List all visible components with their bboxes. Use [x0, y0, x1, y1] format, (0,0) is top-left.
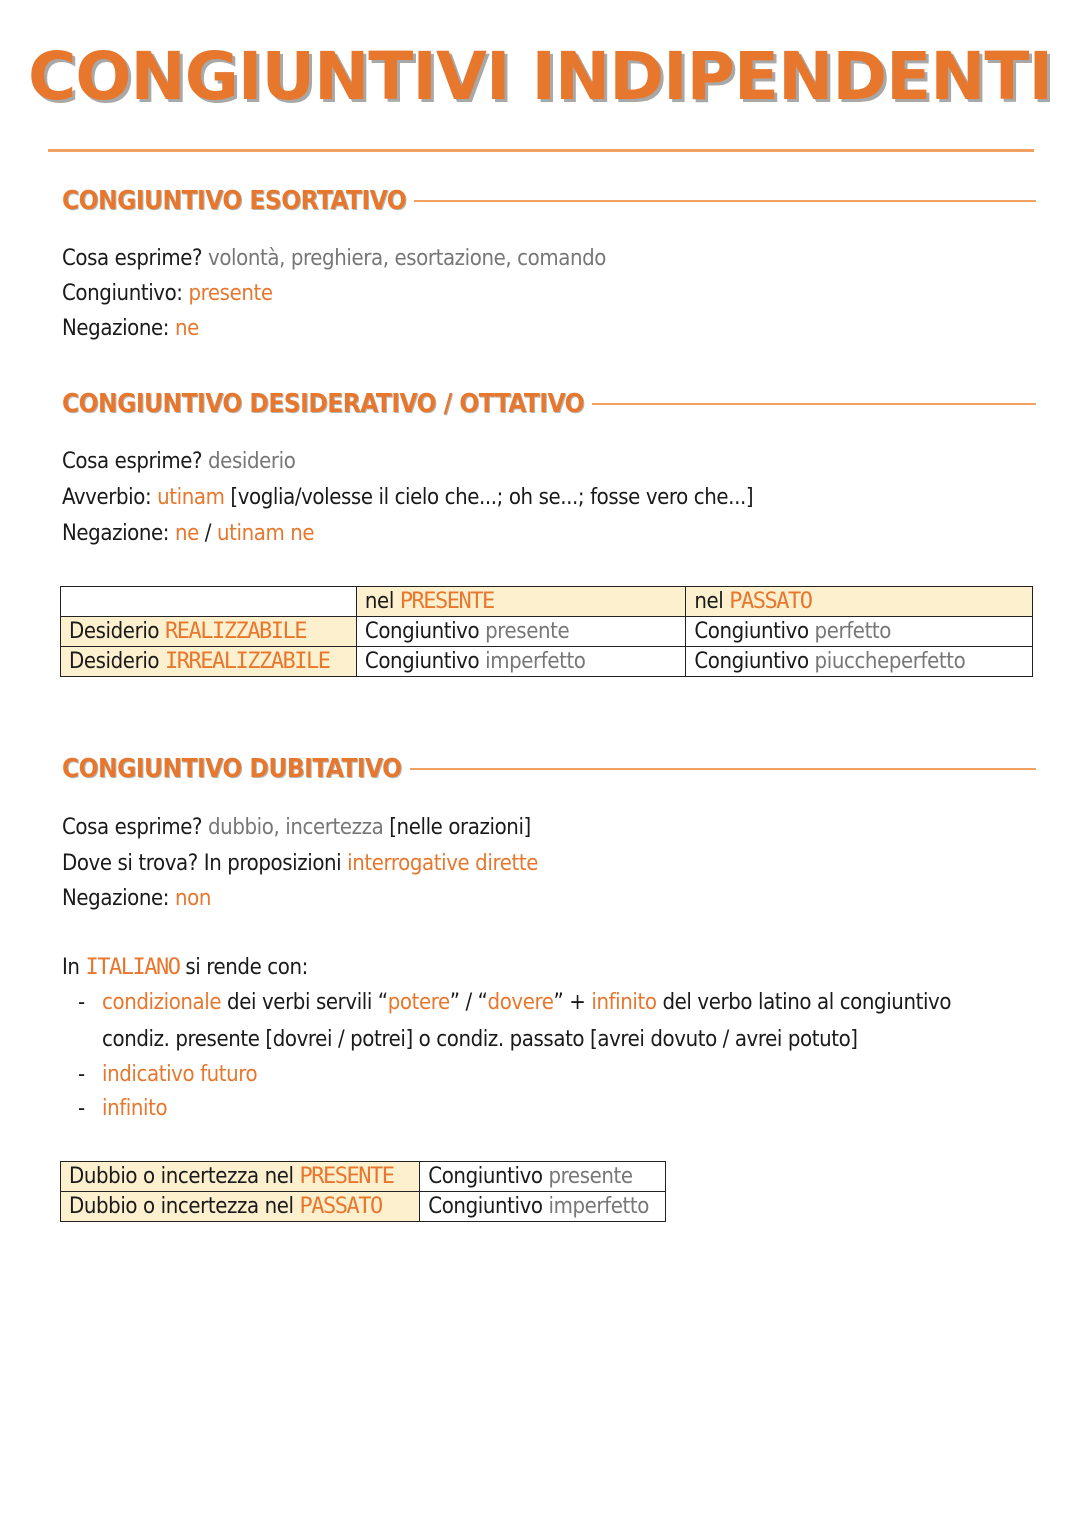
table-cell: Congiuntivo imperfetto — [420, 1192, 666, 1222]
value: utinam — [157, 485, 225, 510]
section-dubitativo-heading — [62, 754, 1036, 784]
value: interrogative dirette — [347, 851, 538, 876]
label: Cosa esprime? — [62, 246, 203, 271]
dubitativo-dove — [62, 851, 538, 876]
table-row-header: Desiderio IRREALIZZABILE — [61, 647, 357, 677]
label: Cosa esprime? — [62, 449, 203, 474]
table-row-header: Dubbio o incertezza nel PRESENTE — [61, 1162, 420, 1192]
esortativo-cosa-esprime — [62, 246, 606, 271]
value: volontà, preghiera, esortazione, comando — [208, 246, 606, 271]
section-desiderativo-heading — [62, 389, 1036, 419]
desiderativo-avverbio — [62, 485, 753, 510]
value: ne — [174, 316, 199, 341]
table-row-header: Dubbio o incertezza nel PASSATO — [61, 1192, 420, 1222]
value: desiderio — [208, 449, 296, 474]
value: presente — [188, 281, 273, 306]
dubitativo-cosa-esprime — [62, 815, 531, 840]
table-corner-cell — [61, 587, 357, 617]
note: [voglia/volesse il cielo che...; oh se...; fosse vero che...] — [230, 485, 754, 510]
desiderativo-negazione — [62, 521, 314, 546]
section-title: CONGIUNTIVO ESORTATIVO — [62, 186, 407, 216]
section-divider — [414, 200, 1036, 202]
table-cell: Congiuntivo imperfetto — [356, 647, 685, 677]
table-cell: Congiuntivo presente — [420, 1162, 666, 1192]
label: Avverbio: — [62, 485, 152, 510]
label: Negazione: — [62, 886, 170, 911]
section-title: CONGIUNTIVO DUBITATIVO — [62, 754, 402, 784]
section-divider — [410, 768, 1036, 770]
title-divider — [48, 149, 1034, 152]
label: Negazione: — [62, 316, 170, 341]
label: Cosa esprime? — [62, 815, 203, 840]
page-title: CONGIUNTIVI INDIPENDENTI — [27, 38, 1053, 115]
table-cell: Congiuntivo perfetto — [686, 617, 1033, 647]
separator: / — [204, 521, 212, 546]
list-item: - infinito — [78, 1096, 168, 1121]
table-row-header: Desiderio REALIZZABILE — [61, 617, 357, 647]
esortativo-congiuntivo — [62, 281, 273, 306]
section-divider — [592, 403, 1036, 405]
label: Congiuntivo: — [62, 281, 183, 306]
section-esortativo-heading — [62, 186, 1036, 216]
table-header-cell: nel PRESENTE — [356, 587, 685, 617]
value: dubbio, incertezza — [208, 815, 384, 840]
dubitativo-negazione — [62, 886, 211, 911]
label: Dove si trova? In proposizioni — [62, 851, 342, 876]
list-item: - condizionale dei verbi servili “potere” / “dovere” + infinito del verbo latino al congiuntivo — [78, 990, 952, 1015]
value: utinam ne — [216, 521, 315, 546]
value: ne — [174, 521, 199, 546]
label: Negazione: — [62, 521, 170, 546]
italiano-intro: In ITALIANO si rende con: — [62, 955, 308, 980]
table-header-row — [61, 587, 1033, 617]
desiderio-table — [60, 586, 1033, 677]
table-cell: Congiuntivo presente — [356, 617, 685, 647]
desiderativo-cosa-esprime — [62, 449, 295, 474]
table-row — [61, 617, 1033, 647]
table-cell: Congiuntivo piuccheperfetto — [686, 647, 1033, 677]
table-row — [61, 647, 1033, 677]
section-title: CONGIUNTIVO DESIDERATIVO / OTTATIVO — [62, 389, 584, 419]
list-item: - indicativo futuro — [78, 1062, 258, 1087]
note: [nelle orazioni] — [389, 815, 531, 840]
table-header-cell: nel PASSATO — [686, 587, 1033, 617]
table-row — [61, 1162, 666, 1192]
list-item-continuation: condiz. presente [dovrei / potrei] o condiz. passato [avrei dovuto / avrei potuto] — [102, 1027, 858, 1052]
esortativo-negazione — [62, 316, 199, 341]
dubbio-table — [60, 1161, 666, 1222]
table-row — [61, 1192, 666, 1222]
value: non — [174, 886, 211, 911]
